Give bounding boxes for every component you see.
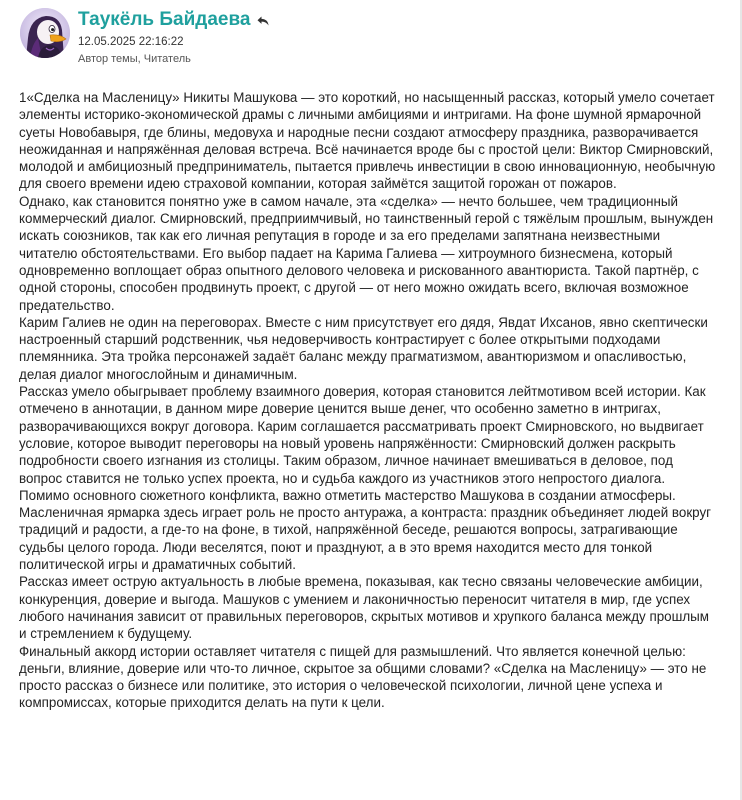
post-paragraph: Однако, как становится понятно уже в самом начале, эта «сделка» — нечто большее, чем традиционный коммерческий диалог. Смирновский, предприимчивый, но таинственный герой с тяжёлым прошлым, вынужден искать союзников, так как его личная репутация в городе и за его пределами запятнана неизвестными читателю обстоятельствами. Его выбор падает на Карима Галиева — хитроумного бизнесмена, который одновременно воплощает образ опытного делового человека и рискованного авантюриста. Такой партнёр, с одной стороны, способен продвинуть проект, с другой — от него можно ожидать всего, включая возможное предательство. <box>19 193 714 313</box>
post-paragraph: Рассказ умело обыгрывает проблему взаимного доверия, которая становится лейтмотивом всей истории. Как отмечено в аннотации, в данном мире доверие ценится выше денег, что особенно заметно в интригах, разворачивающихся вокруг договора. Карим соглашается рассматривать проект Смирновского, но выдвигает условие, которое выводит переговоры на новый уровень напряжённости: Смирновский должен раскрыть подробности своего изгнания из столицы. Таким образом, личное начинает вмешиваться в деловое, под вопрос ставится не только успех проекта, но и судьба каждого из участников этого непростого диалога. <box>19 384 706 486</box>
post-paragraph: 1«Сделка на Масленицу» Никиты Машукова — это короткий, но насыщенный рассказ, который умело сочетает элементы историко-экономической драмы с личными амбициями и интригами. На фоне шумной ярмарочной суеты Новобавыря, где блины, медовуха и народные песни создают атмосферу праздника, разворачивается неожиданная и напряжённая деловая встреча. Всё начинается вроде бы с простой цели: Виктор Смирновский, молодой и амбициозный предприниматель, пытается привлечь инвестиции в свою инновационную, необычную для своего времени идею страховой компании, которая займётся защитой горожан от пожаров. <box>19 90 716 192</box>
avatar-duck-image <box>20 8 70 58</box>
post-paragraph: Рассказ имеет острую актуальность в любые времена, показывая, как тесно связаны человеческие амбиции, конкуренция, доверие и выгода. Машуков с умением и лаконичностью переносит читателя в мир, где успех любого начинания зависит от правильных переговоров, скрытых мотивов и хрупкого баланса между прошлым и стремлением к будущему. <box>19 574 710 642</box>
post-body <box>19 89 719 712</box>
avatar[interactable] <box>20 8 70 58</box>
post-paragraph: Помимо основного сюжетного конфликта, важно отметить мастерство Машукова в создании атмосферы. Масленичная ярмарка здесь играет роль не просто антуража, а контраста: праздник объединяет людей вокруг традиций и радости, а где-то на фоне, в тихой, напряжённой беседе, решаются вопросы, затрагивающие судьбы целого города. Люди веселятся, поют и празднуют, а в это время находится место для тонкой политической игры и драматичных событий. <box>19 487 712 573</box>
post-header <box>20 8 720 68</box>
author-roles: Автор темы, Читатель <box>78 53 191 65</box>
post-date: 12.05.2025 22:16:22 <box>78 36 184 48</box>
author-name[interactable]: Таукёль Байдаева <box>78 9 251 30</box>
reply-arrow-icon[interactable] <box>256 14 270 28</box>
post-paragraph: Карим Галиев не один на переговорах. Вместе с ним присутствует его дядя, Явдат Ихсанов, явно скептически настроенный старший родственник, чья недоверчивость контрастирует с более открытыми подходами племянника. Эта тройка персонажей задаёт баланс между прагматизмом, авантюризмом и опасливостью, делая диалог многослойным и динамичным. <box>19 314 708 382</box>
post-paragraph: Финальный аккорд истории оставляет читателя с пищей для размышлений. Что является конечной целью: деньги, влияние, доверие или что-то личное, скрытое за общими словами? «Сделка на Масленицу» — это не просто рассказ о бизнесе или политике, это история о человеческой психологии, личной цене успеха и компромиссах, которые приходится делать на пути к цели. <box>19 643 707 711</box>
